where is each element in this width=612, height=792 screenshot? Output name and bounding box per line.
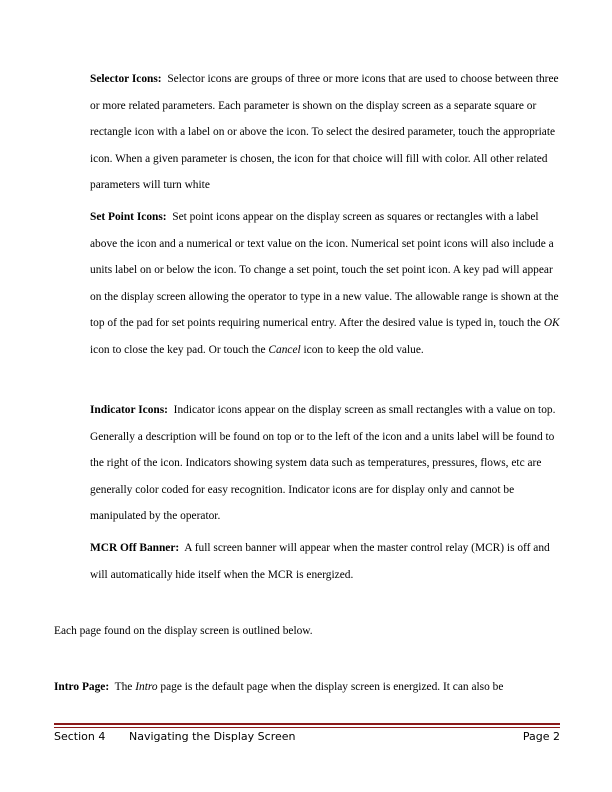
set-point-icons-paragraph — [90, 204, 565, 364]
indicator-icons-text: Indicator icons appear on the display screen as small rectangles with a value on top. Generally a description will be found on top or to the left of the icon and a units label will be found to the right of the icon. Indicators showing system data such as temperatures, pressures, flows, etc are generally color coded for easy recognition. Indicator icons are for display only and cannot be manipulated by the operator. — [90, 404, 556, 523]
footer-title: Navigating the Display Screen — [129, 730, 296, 743]
selector-icons-heading: Selector Icons: — [90, 73, 162, 85]
set-point-icons-text: Set point icons appear on the display screen as squares or rectangles with a label above the icon and a numerical or text value on the icon. Numerical set point icons will also include a units label on or below the icon. To change a set point, touch the set point icon. A key pad will appear on the display screen allowing the operator to type in a new value. The allowable range is shown at the top of the pad for set points requiring numerical entry. After the desired value is typed in, touch the — [90, 211, 559, 330]
set-point-icons-text-3: icon to keep the old value. — [300, 343, 424, 356]
mcr-off-banner-heading: MCR Off Banner: — [90, 542, 180, 554]
intro-page-heading: Intro Page: — [54, 681, 110, 693]
cancel-term: Cancel — [268, 343, 301, 356]
footer-rule-thick — [54, 723, 560, 725]
indicator-icons-heading: Indicator Icons: — [90, 404, 168, 416]
intro-term: Intro — [135, 681, 158, 693]
set-point-icons-text-2: icon to close the key pad. Or touch the — [90, 343, 269, 356]
selector-icons-paragraph — [90, 66, 565, 199]
outline-sentence: Each page found on the display screen is outlined below. — [54, 625, 313, 637]
intro-page-paragraph — [54, 674, 574, 701]
footer-page-number: Page 2 — [522, 730, 560, 743]
footer-rule-thin — [54, 727, 560, 728]
mcr-off-banner-text: A full screen banner will appear when the master control relay (MCR) is off and will automatically hide itself when the MCR is energized. — [90, 542, 550, 581]
selector-icons-text: Selector icons are groups of three or more icons that are used to choose between three or more related parameters. Each parameter is shown on the display screen as a separate square or rectangle icon with a label on or above the icon. To select the desired parameter, touch the appropriate icon. When a given parameter is chosen, the icon for that choice will fill with color. All other related parameters will turn white — [90, 73, 559, 192]
intro-page-text: The — [114, 681, 136, 693]
intro-page-text-2: page is the default page when the display screen is energized. It can also be — [157, 681, 504, 693]
indicator-icons-paragraph — [90, 397, 565, 530]
ok-term: OK — [543, 317, 560, 330]
footer-section: Section 4 — [54, 730, 106, 743]
set-point-icons-heading: Set Point Icons: — [90, 211, 167, 223]
mcr-off-banner-paragraph — [90, 535, 565, 588]
